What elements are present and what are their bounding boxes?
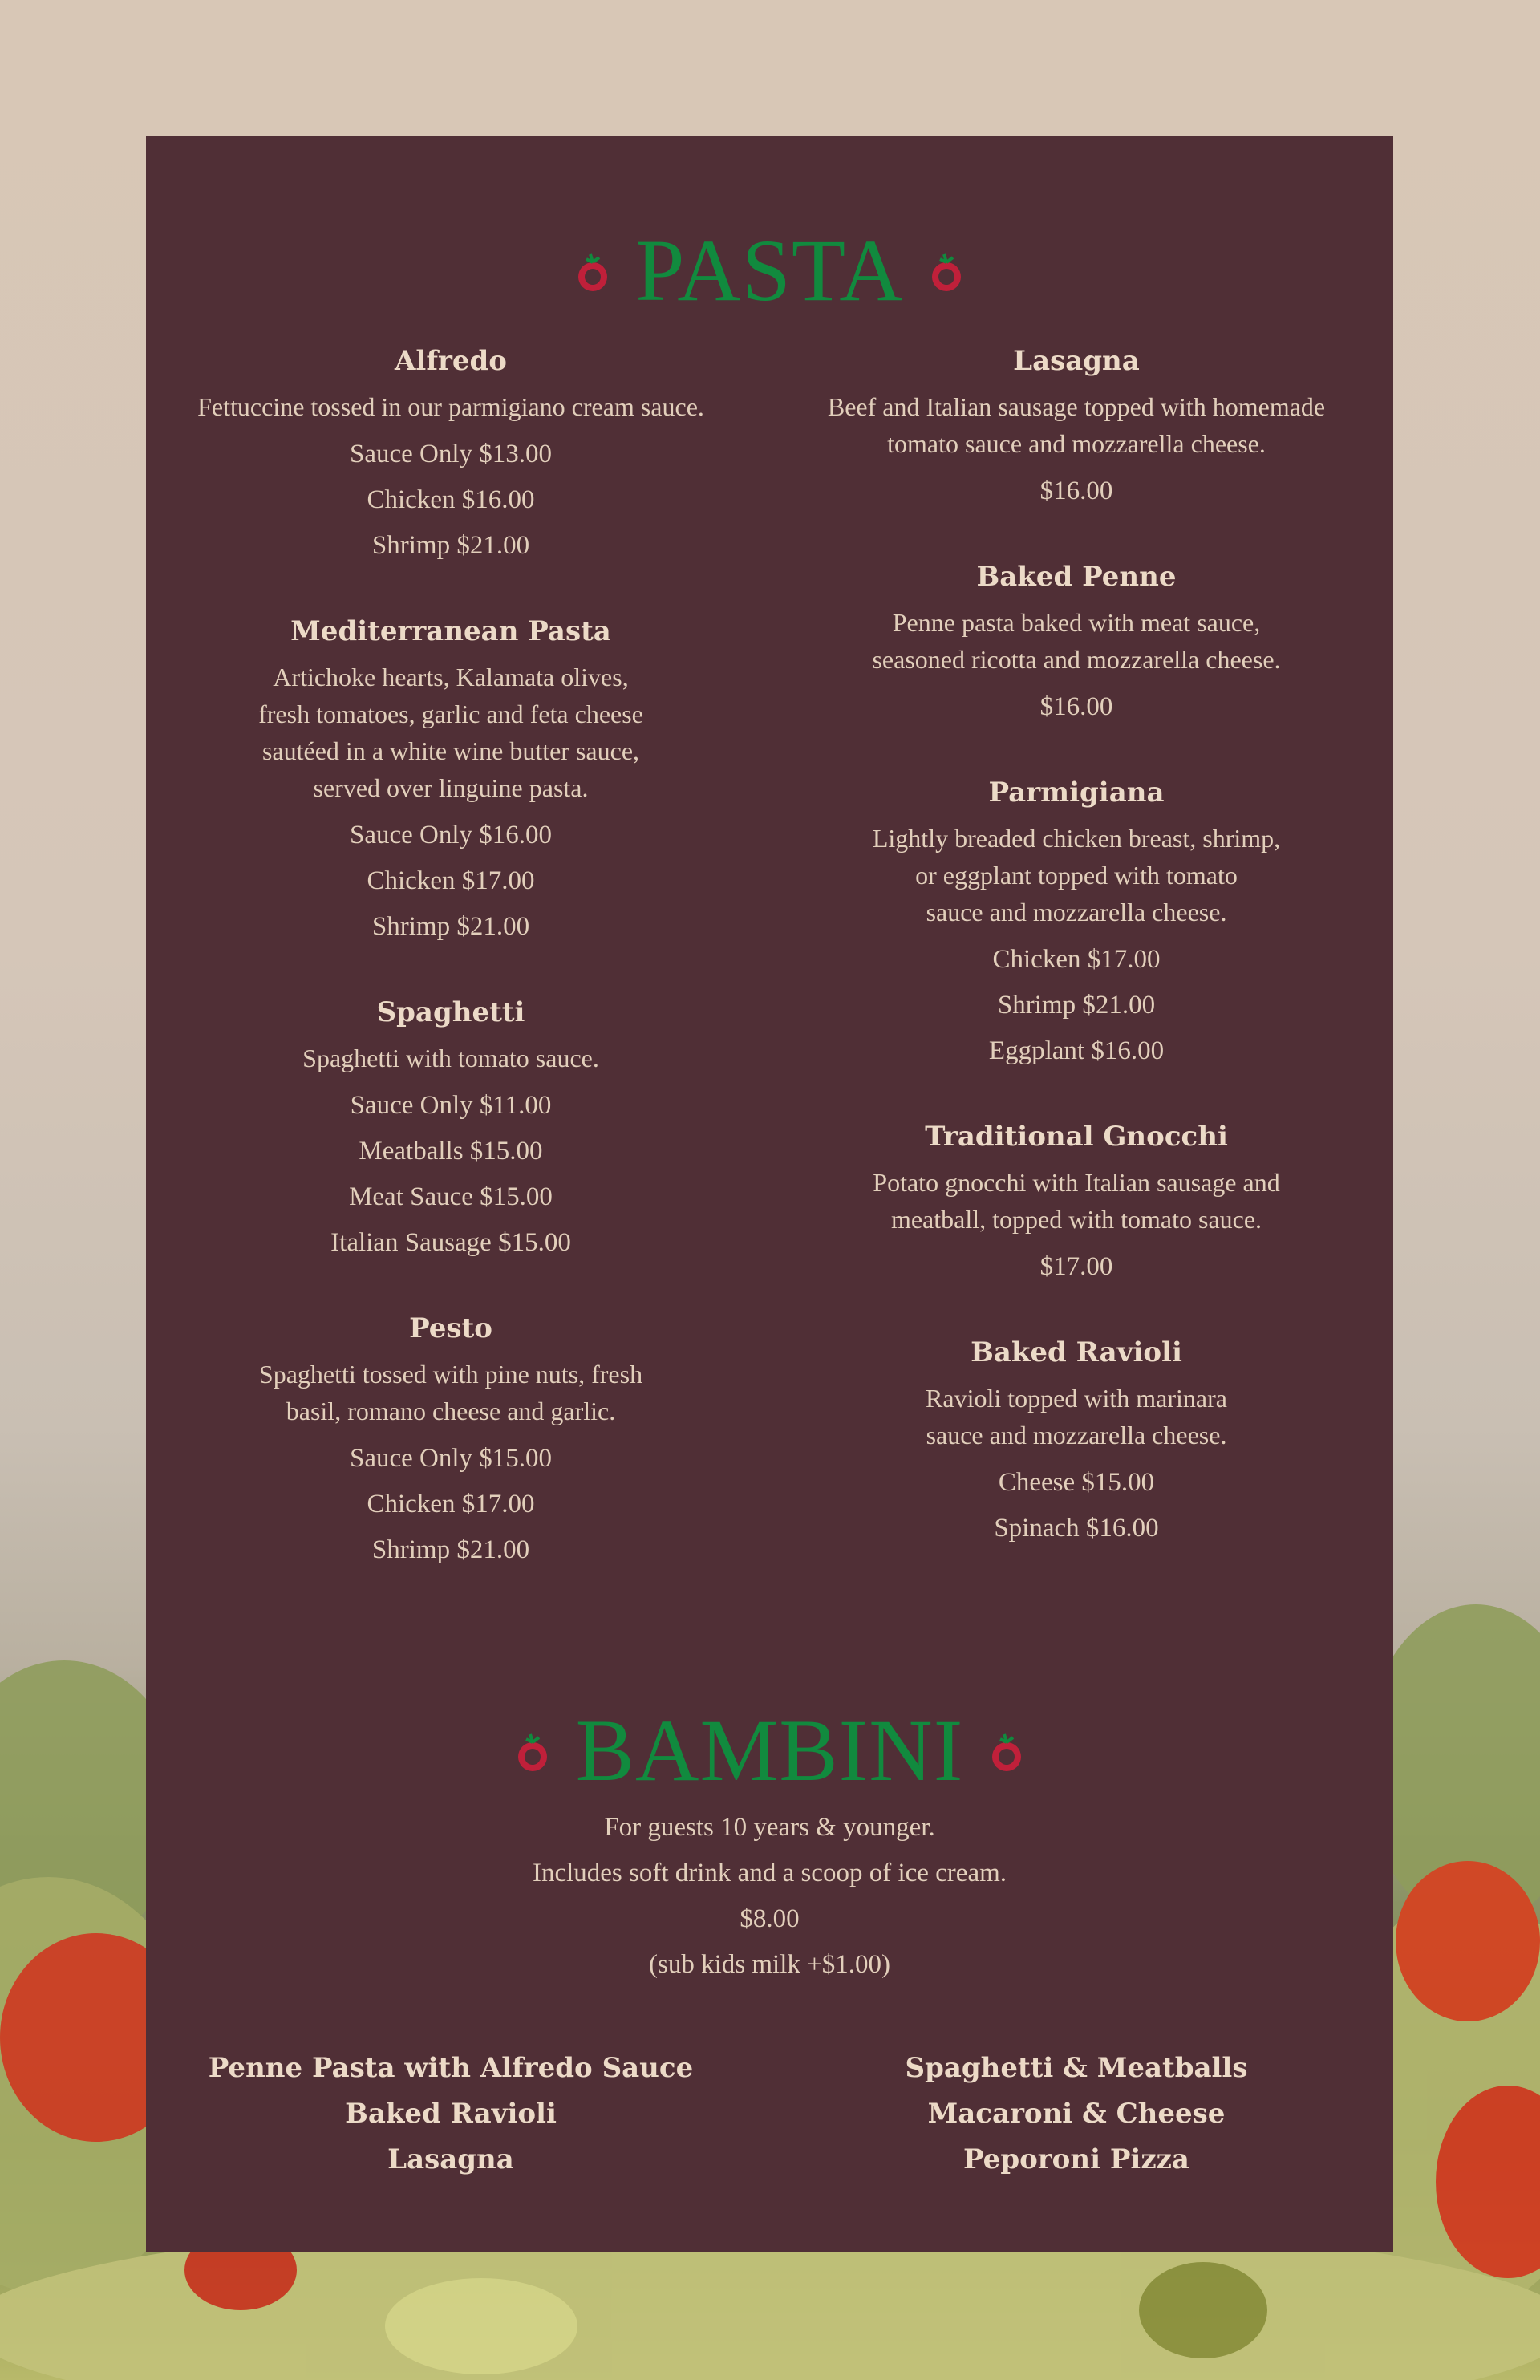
bambini-right-column: [772, 2046, 1381, 2183]
pasta-left-column: [146, 343, 756, 1618]
bambini-includes-note: Includes soft drink and a scoop of ice cream.: [532, 1859, 1007, 1887]
menu-item-traditional-gnocchi: [772, 1119, 1381, 1290]
menu-item-alfredo: [146, 343, 756, 569]
item-price: Chicken $17.00: [992, 945, 1161, 974]
item-price: Shrimp $21.00: [371, 531, 530, 560]
bambini-price: $8.00: [740, 1904, 800, 1933]
item-name: Alfredo: [395, 345, 507, 377]
item-description: Potato gnocchi with Italian sausage and meatball, topped with tomato sauce.: [873, 1168, 1280, 1234]
item-description: Fettuccine tossed in our parmigiano cream sauce.: [197, 392, 704, 421]
item-description: Spaghetti tossed with pine nuts, fresh basil, romano cheese and garlic.: [258, 1360, 643, 1425]
menu-item-mediterranean-pasta: [146, 614, 756, 950]
bambini-item: Peporoni Pizza: [963, 2143, 1189, 2175]
menu-item-lasagna: [772, 343, 1381, 514]
item-price: Sauce Only $15.00: [349, 1444, 553, 1473]
item-price: Chicken $16.00: [367, 485, 535, 514]
item-name: Traditional Gnocchi: [925, 1121, 1228, 1153]
menu-item-baked-penne: [772, 559, 1381, 730]
item-price: Italian Sausage $15.00: [330, 1228, 571, 1257]
item-name: Parmigiana: [988, 776, 1165, 809]
item-price: Spinach $16.00: [994, 1514, 1159, 1543]
tomato-icon: [987, 1725, 1027, 1776]
item-price: Cheese $15.00: [998, 1468, 1155, 1497]
item-price: Shrimp $21.00: [371, 1535, 530, 1564]
item-price: $16.00: [1040, 476, 1113, 505]
bambini-item: Macaroni & Cheese: [927, 2098, 1226, 2130]
menu-item-pesto: [146, 1311, 756, 1573]
item-name: Baked Penne: [976, 561, 1177, 593]
bambini-age-note: For guests 10 years & younger.: [604, 1813, 935, 1842]
item-name: Mediterranean Pasta: [290, 615, 611, 647]
pasta-title: PASTA: [635, 221, 904, 319]
item-price: Chicken $17.00: [367, 1490, 535, 1518]
tomato-icon: [513, 1725, 553, 1776]
bambini-milk-note: (sub kids milk +$1.00): [649, 1950, 890, 1979]
pasta-heading: [146, 209, 1393, 322]
menu-panel: [146, 136, 1393, 2252]
item-price: $16.00: [1040, 692, 1113, 721]
item-price: Shrimp $21.00: [997, 991, 1156, 1020]
menu-item-parmigiana: [772, 775, 1381, 1074]
bambini-item: Spaghetti & Meatballs: [905, 2052, 1248, 2084]
bambini-item: Penne Pasta with Alfredo Sauce: [208, 2052, 694, 2084]
bambini-item: Lasagna: [387, 2143, 514, 2175]
bambini-title: BAMBINI: [575, 1701, 964, 1799]
item-name: Lasagna: [1013, 345, 1140, 377]
tomato-icon: [926, 245, 967, 296]
pasta-right-column: [772, 343, 1381, 1596]
item-description: Penne pasta baked with meat sauce, seasoned ricotta and mozzarella cheese.: [872, 608, 1281, 674]
item-name: Spaghetti: [376, 996, 525, 1028]
menu-item-baked-ravioli: [772, 1335, 1381, 1551]
item-price: $17.00: [1040, 1252, 1113, 1281]
bambini-heading: [146, 1689, 1393, 1802]
item-price: Eggplant $16.00: [988, 1036, 1165, 1065]
item-description: Spaghetti with tomato sauce.: [302, 1044, 599, 1072]
item-price: Chicken $17.00: [367, 866, 535, 895]
item-price: Shrimp $21.00: [371, 912, 530, 941]
item-description: Artichoke hearts, Kalamata olives, fresh tomatoes, garlic and feta cheese sautéed in a white wine butter sauce, served over linguine pasta.: [258, 663, 643, 802]
item-price: Sauce Only $16.00: [349, 821, 553, 849]
item-description: Beef and Italian sausage topped with homemade tomato sauce and mozzarella cheese.: [827, 392, 1326, 458]
item-name: Baked Ravioli: [971, 1336, 1182, 1368]
item-price: Sauce Only $11.00: [350, 1091, 552, 1120]
item-description: Lightly breaded chicken breast, shrimp, or eggplant topped with tomato sauce and mozzarella cheese.: [872, 824, 1281, 926]
item-price: Sauce Only $13.00: [349, 440, 553, 468]
tomato-icon: [573, 245, 613, 296]
bambini-info: [146, 1805, 1393, 1988]
item-price: Meatballs $15.00: [359, 1137, 543, 1166]
bambini-left-column: [146, 2046, 756, 2183]
item-name: Pesto: [409, 1312, 492, 1344]
item-description: Ravioli topped with marinara sauce and mozzarella cheese.: [926, 1384, 1227, 1449]
item-price: Meat Sauce $15.00: [349, 1182, 553, 1211]
bambini-item: Baked Ravioli: [345, 2098, 557, 2130]
menu-item-spaghetti: [146, 995, 756, 1266]
